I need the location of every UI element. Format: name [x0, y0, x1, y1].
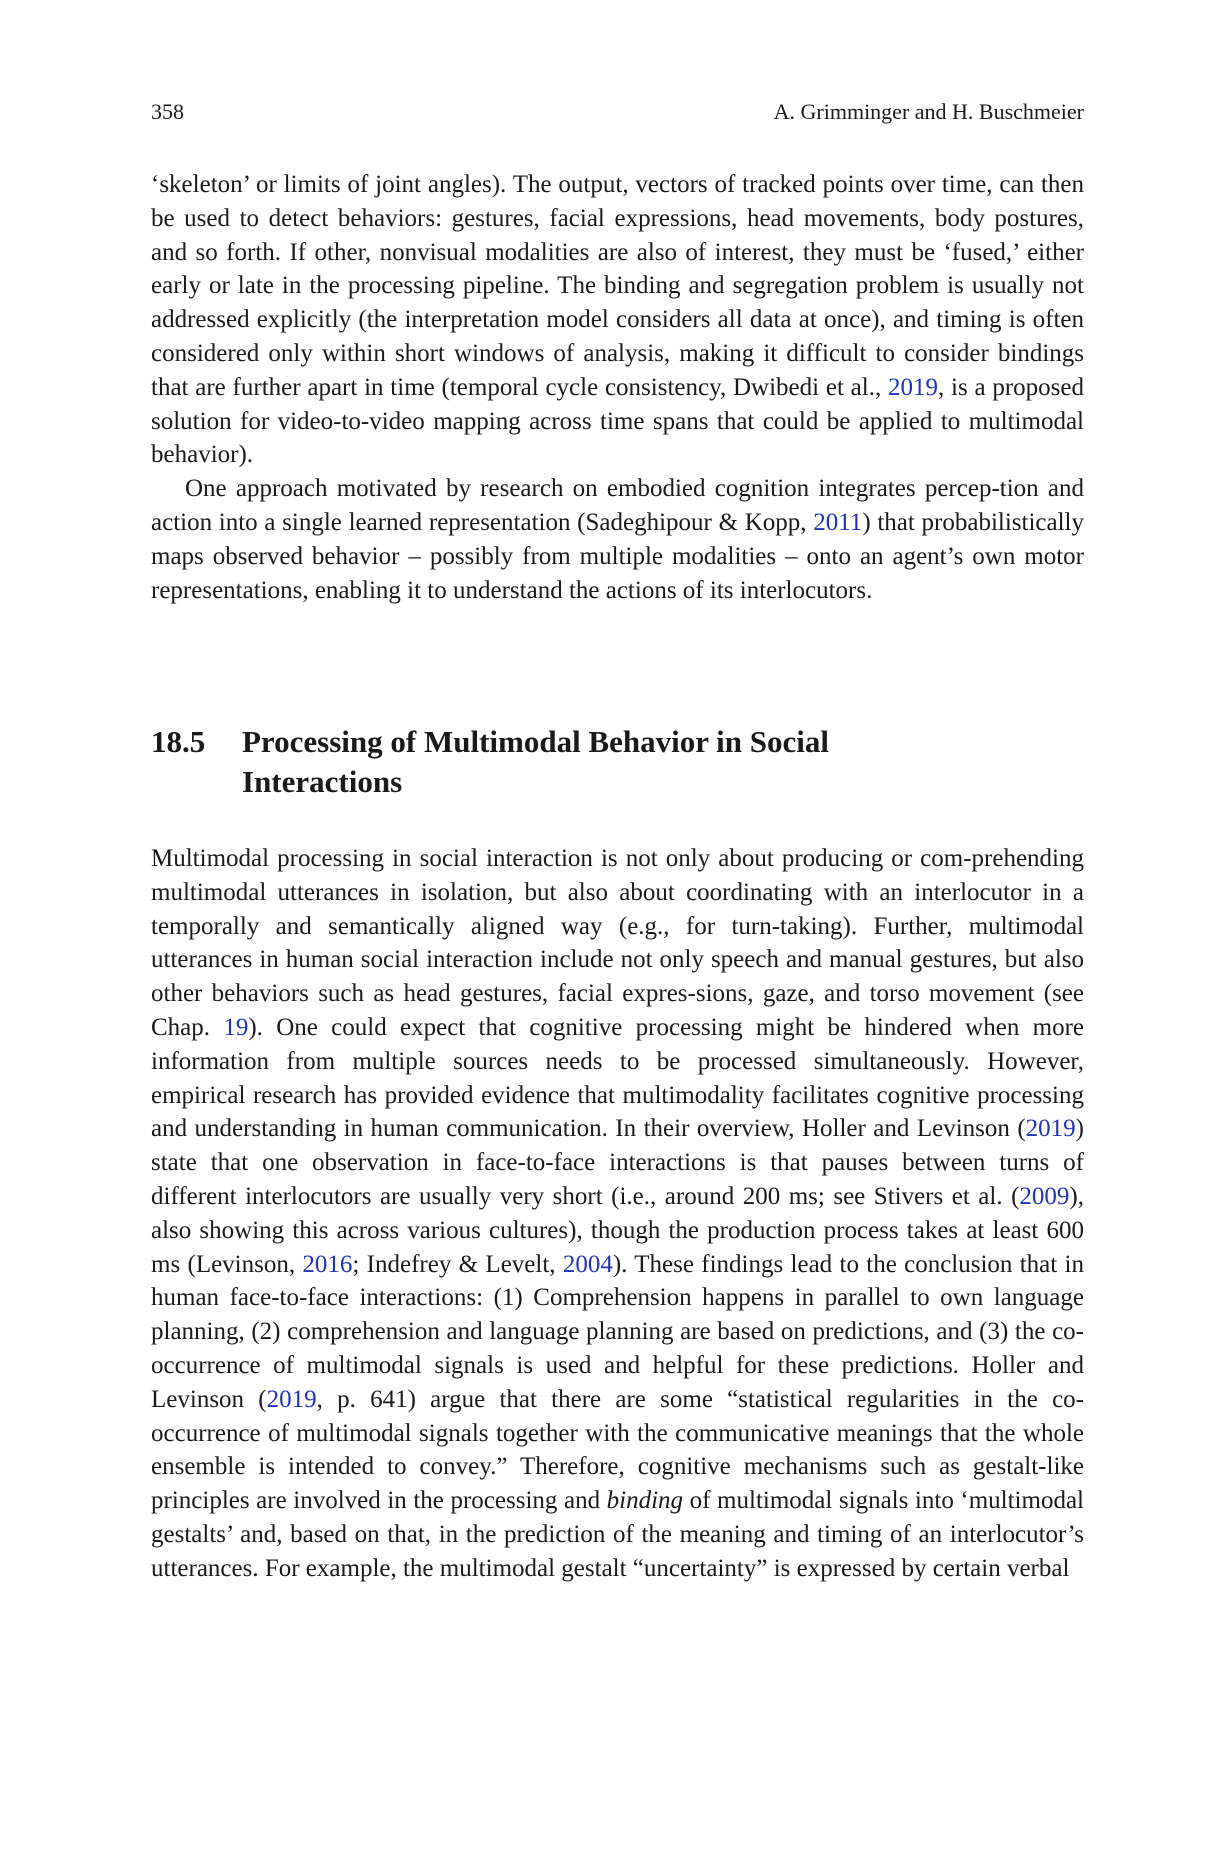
citation-link[interactable]: 2019 [266, 1385, 317, 1413]
paragraph-continued: ‘skeleton’ or limits of joint angles). The output, vectors of tracked points over time, can then be used to detect behaviors: gestures, facial expressions, head movements, body postures, and so forth. If other, nonvisual modalities are also of interest, they must be ‘fused,’ either early or late in the processing pipeline. The binding and segregation problem is usually not addressed explicitly (the interpretation model considers all data at once), and timing is often considered only within short windows of analysis, making it difficult to consider bindings that are further apart in time (temporal cycle consistency, Dwibedi et al., 2019, is a proposed solution for video-to-video mapping across time spans that could be applied to multimodal behavior). [151, 171, 1084, 469]
body-text-section [151, 842, 1084, 1586]
chapter-link[interactable]: 19 [223, 1013, 249, 1041]
emphasis-binding: binding [606, 1487, 684, 1515]
section-title-line-1: Processing of Multimodal Behavior in Social [242, 724, 830, 759]
citation-link[interactable]: 2011 [813, 508, 863, 536]
citation-link[interactable]: 2019 [1025, 1115, 1076, 1143]
running-head: A. Grimminger and H. Buschmeier [773, 99, 1084, 124]
page-number: 358 [151, 99, 184, 124]
body-text-top [151, 168, 1084, 607]
paragraph-multimodal-processing: Multimodal processing in social interaction is not only about producing or com-prehending multimodal utterances in isolation, but also about coordinating with an interlocutor in a temporally and semantically aligned way (e.g., for turn-taking). Further, multimodal utterances in human social interaction include not only speech and manual gestures, but also other behaviors such as head gestures, facial expres-sions, gaze, and torso movement (see Chap. 19). One could expect that cognitive processing might be hindered when more information from multiple sources needs to be processed simultaneously. However, empirical research has provided evidence that multimodality facilitates cognitive processing and understanding in human communication. In their overview, Holler and Levinson (2019) state that one observation in face-to-face interactions is that pauses between turns of different interlocutors are usually very short (i.e., around 200 ms; see Stivers et al. (2009), also showing this across various cultures), though the production process takes at least 600 ms (Levinson, 2016; Indefrey & Levelt, 2004). These findings lead to the conclusion that in human face-to-face interactions: (1) Comprehension happens in parallel to own language planning, (2) comprehension and language planning are based on predictions, and (3) the co-occurrence of multimodal signals is used and helpful for these predictions. Holler and Levinson (2019, p. 641) argue that there are some “statistical regularities in the co-occurrence of multimodal signals together with the communicative meanings that the whole ensemble is intended to convey.” Therefore, cognitive mechanisms such as gestalt-like principles are involved in the processing and binding of multimodal signals into ‘multimodal gestalts’ and, based on that, in the prediction of the meaning and timing of an interlocutor’s utterances. For example, the multimodal gestalt “uncertainty” is expressed by certain verbal [151, 845, 1084, 1582]
citation-link[interactable]: 2019 [888, 373, 938, 401]
citation-link[interactable]: 2016 [302, 1250, 353, 1278]
citation-link[interactable]: 2004 [562, 1250, 613, 1278]
section-title-line-2: Interactions [242, 764, 403, 799]
citation-link[interactable]: 2009 [1019, 1182, 1070, 1210]
paragraph-embodied-cognition: One approach motivated by research on embodied cognition integrates percep-tion and action into a single learned representation (Sadeghipour & Kopp, 2011) that probabilistically maps observed behavior – possibly from multiple modalities – onto an agent’s own motor representations, enabling it to understand the actions of its interlocutors. [151, 475, 1084, 604]
section-heading [151, 722, 911, 802]
section-number: 18.5 [151, 724, 206, 759]
